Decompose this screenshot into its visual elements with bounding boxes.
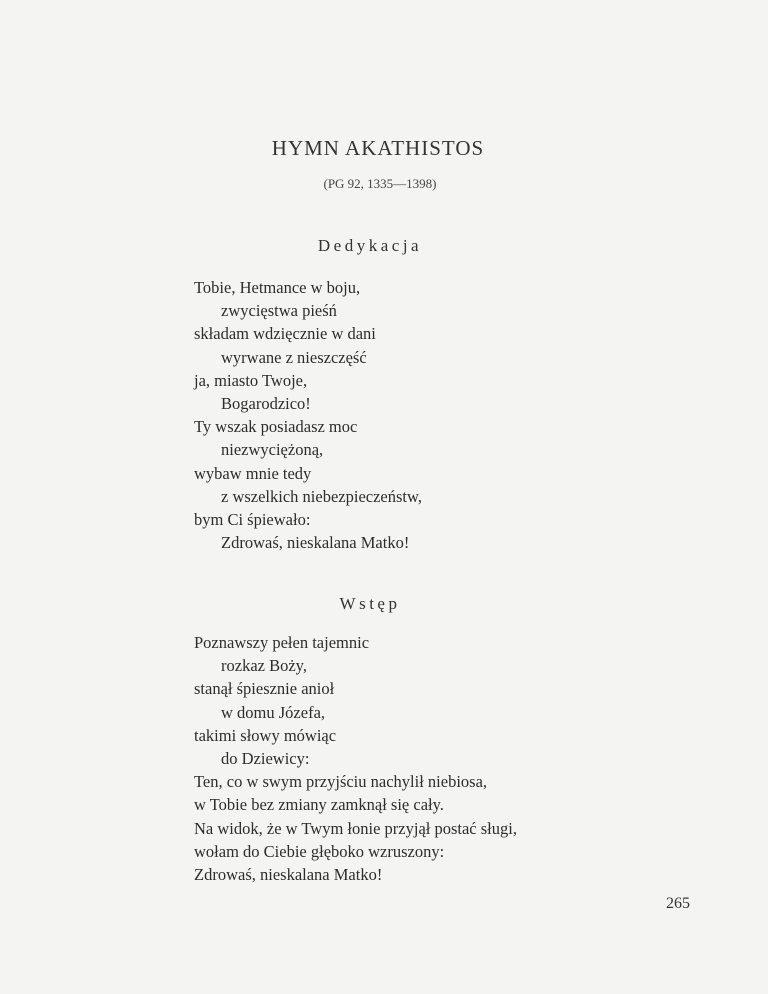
verse-line: zwycięstwa pieśń bbox=[221, 301, 337, 321]
verse-line: Zdrowaś, nieskalana Matko! bbox=[221, 533, 410, 553]
verse-line: Ty wszak posiadasz moc bbox=[194, 417, 358, 437]
verse-line: wybaw mnie tedy bbox=[194, 463, 312, 483]
verse-line: ja, miasto Twoje, bbox=[194, 370, 308, 390]
verse-line: w Tobie bez zmiany zamknął się cały. bbox=[194, 795, 444, 815]
verse-line: Tobie, Hetmance w boju, bbox=[194, 278, 361, 297]
verse-line: niezwyciężoną, bbox=[221, 440, 324, 460]
source-reference: (PG 92, 1335—1398) bbox=[323, 176, 437, 191]
verse-line: rozkaz Boży, bbox=[221, 656, 307, 676]
verse-line: Poznawszy pełen tajemnic bbox=[194, 633, 370, 652]
verse-line: bym Ci śpiewało: bbox=[194, 510, 311, 530]
verse-line: składam wdzięcznie w dani bbox=[194, 324, 376, 344]
verse-line: wyrwane z nieszczęść bbox=[221, 347, 367, 367]
verse-line: z wszelkich niebezpieczeństw, bbox=[221, 486, 422, 506]
verse-line: stanął śpiesznie anioł bbox=[194, 679, 335, 699]
verse-line: Zdrowaś, nieskalana Matko! bbox=[194, 865, 383, 885]
verse-line: w domu Józefa, bbox=[221, 702, 326, 722]
page-number: 265 bbox=[666, 895, 690, 912]
section-heading-introduction: Wstęp bbox=[339, 594, 401, 613]
verse-introduction bbox=[194, 631, 517, 886]
verse-line: wołam do Ciebie głęboko wzruszony: bbox=[194, 841, 445, 861]
page-title: HYMN AKATHISTOS bbox=[271, 136, 485, 160]
verse-dedication bbox=[194, 276, 422, 554]
verse-line: Na widok, że w Twym łonie przyjął postać sługi, bbox=[194, 818, 517, 838]
verse-line: Ten, co w swym przyjściu nachylił niebiosa, bbox=[194, 772, 488, 792]
verse-line: do Dziewicy: bbox=[221, 749, 310, 769]
verse-line: takimi słowy mówiąc bbox=[194, 725, 337, 745]
verse-line: Bogarodzico! bbox=[221, 394, 311, 414]
section-heading-dedication: Dedykacja bbox=[317, 236, 423, 255]
